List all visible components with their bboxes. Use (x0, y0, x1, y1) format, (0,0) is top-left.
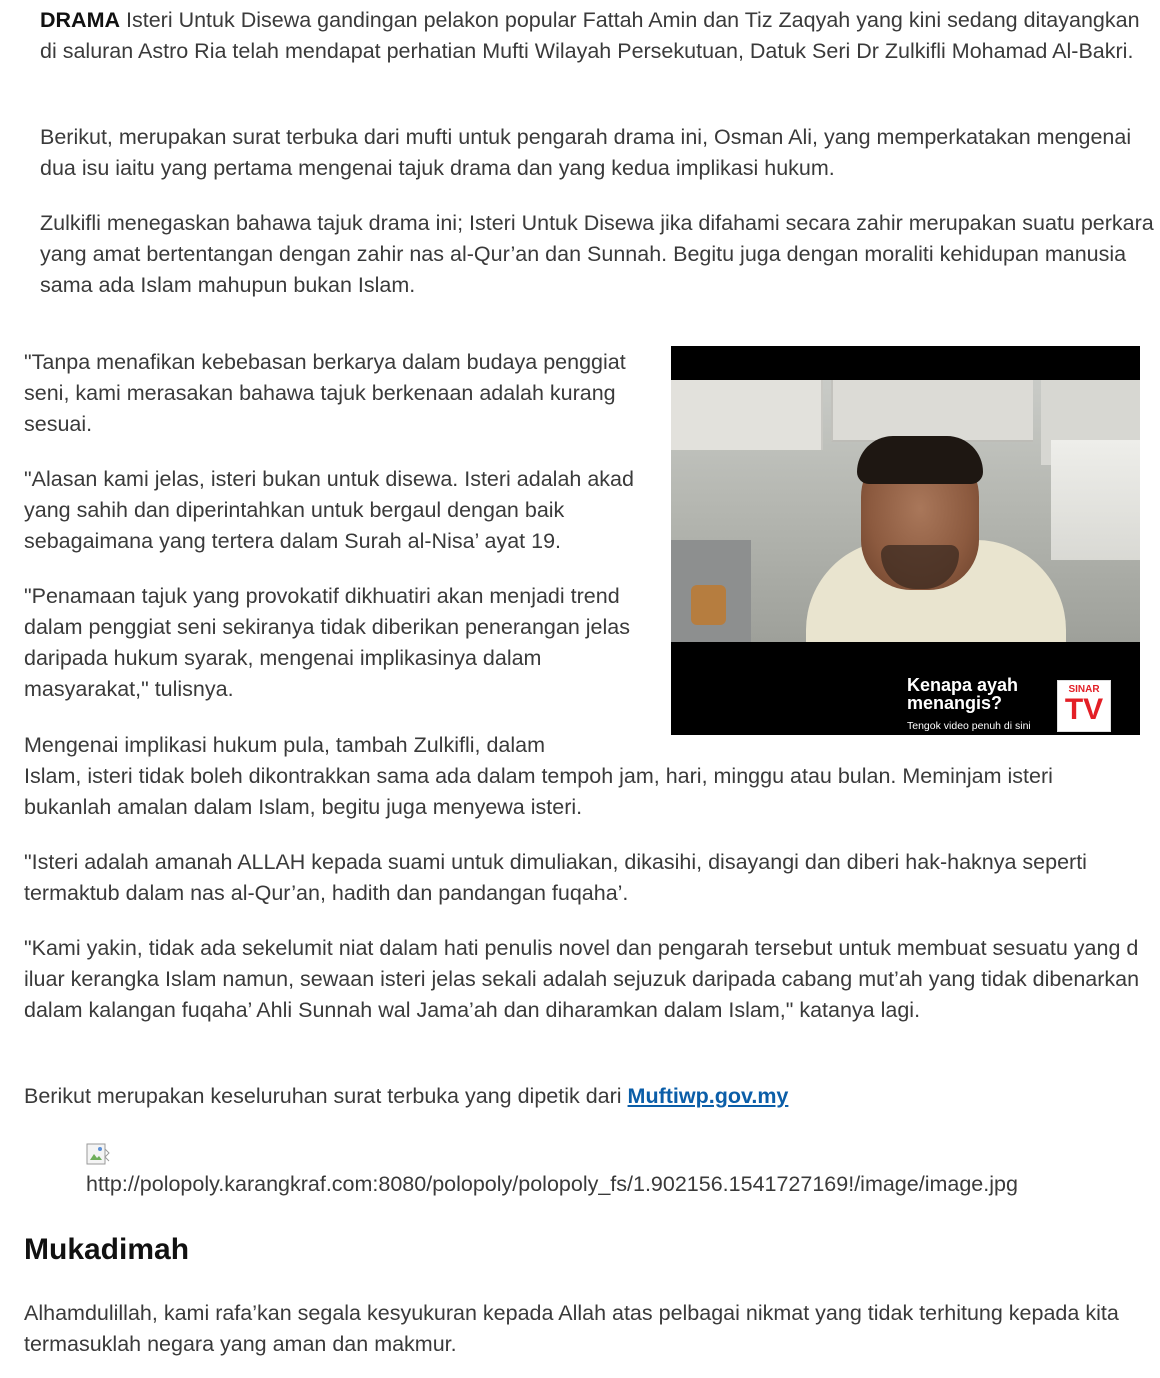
video-caption-subtitle: Tengok video penuh di sini (907, 720, 1031, 732)
paragraph-2: Berikut, merupakan surat terbuka dari mufti untuk pengarah drama ini, Osman Ali, yang memperkatakan mengenai dua isu iaitu yang pertama mengenai tajuk drama dan yang kedua implikasi hukum. (40, 125, 1132, 180)
sinar-tv-logo (1057, 680, 1111, 732)
section-heading: Mukadimah (24, 1233, 190, 1266)
quote-3: "Penamaan tajuk yang provokatif dikhuatiri akan menjadi trend dalam penggiat seni sekiranya tidak diberikan penerangan jelas daripada hukum syarak, mengenai implikasinya dalam masyarakat," tulisnya. (24, 584, 630, 701)
broken-image-alt: http://polopoly.karangkraf.com:8080/polopoly/polopoly_fs/1.902156.1541727169!/image/image.jpg (86, 1172, 1018, 1196)
video-caption-title: Kenapa ayah menangis? (907, 675, 1019, 713)
paragraph-4-line-1: Mengenai implikasi hukum pula, tambah Zulkifli, dalam (24, 733, 546, 757)
quote-4: "Isteri adalah amanah ALLAH kepada suami untuk dimuliakan, dikasihi, disayangi dan diberi hak-haknya seperti termaktub dalam nas al-Qur’an, hadith dan pandangan fuqaha’. (24, 850, 1087, 905)
logo-sinar-text: SINAR (1068, 684, 1100, 695)
paragraph-3: Zulkifli menegaskan bahawa tajuk drama ini; Isteri Untuk Disewa jika difahami secara zahir merupakan suatu perkara yang amat bertentangan dengan zahir nas al-Qur’an dan Sunnah. Begitu juga dengan moraliti kehidupan manusia sama ada Islam mahupun bukan Islam. (40, 211, 1154, 297)
paragraph-4 (24, 730, 1144, 823)
video-thumbnail (671, 380, 1140, 642)
intro-paragraph (40, 5, 1158, 67)
kettle (691, 585, 726, 625)
intro-text: Isteri Untuk Disewa gandingan pelakon popular Fattah Amin dan Tiz Zaqyah yang kini sedang ditayangkan di saluran Astro Ria telah mendapat perhatian Mufti Wilayah Persekutuan, Datuk Seri Dr Zulkifli Mohamad Al-Bakri. (40, 8, 1140, 63)
man-hair (857, 436, 983, 484)
paragraph-4-rest: Islam, isteri tidak boleh dikontrakkan sama ada dalam tempoh jam, hari, minggu atau bulan. Meminjam isteri bukanlah amalan dalam Islam, begitu juga menyewa isteri. (24, 764, 1053, 819)
kitchen-window (1051, 440, 1140, 560)
quote-1: "Tanpa menafikan kebebasan berkarya dalam budaya penggiat seni, kami merasakan bahawa tajuk berkenaan adalah kurang sesuai. (24, 350, 626, 436)
muftiwp-link[interactable]: Muftiwp.gov.my (627, 1084, 789, 1108)
kitchen-cabinet (671, 380, 823, 450)
intro-lead-word: DRAMA (40, 8, 121, 32)
quote-5: "Kami yakin, tidak ada sekelumit niat dalam hati penulis novel dan pengarah tersebut untuk membuat sesuatu yang d iluar kerangka Islam namun, sewaan isteri jelas sekali adalah sejuzuk daripada cabang mut’ah yang tidak dibenarkan dalam kalangan fuqaha’ Ahli Sunnah wal Jama’ah dan diharamkan dalam Islam," katanya lagi. (24, 936, 1140, 1022)
last-paragraph: Alhamdulillah, kami rafa’kan segala kesyukuran kepada Allah atas pelbagai nikmat yang tidak terhitung kepada kita termasuklah negara yang aman dan makmur. (24, 1301, 1119, 1356)
source-paragraph (24, 1081, 1144, 1112)
broken-image-icon (86, 1143, 112, 1167)
video-player[interactable] (671, 346, 1140, 735)
source-prefix: Berikut merupakan keseluruhan surat terbuka yang dipetik dari (24, 1084, 628, 1108)
quote-2: "Alasan kami jelas, isteri bukan untuk disewa. Isteri adalah akad yang sahih dan diperintahkan untuk bergaul dengan baik sebagaimana yang tertera dalam Surah al-Nisa’ ayat 19. (24, 467, 634, 553)
kitchen-cabinet (831, 380, 1033, 442)
logo-tv-text: TV (1064, 693, 1104, 726)
